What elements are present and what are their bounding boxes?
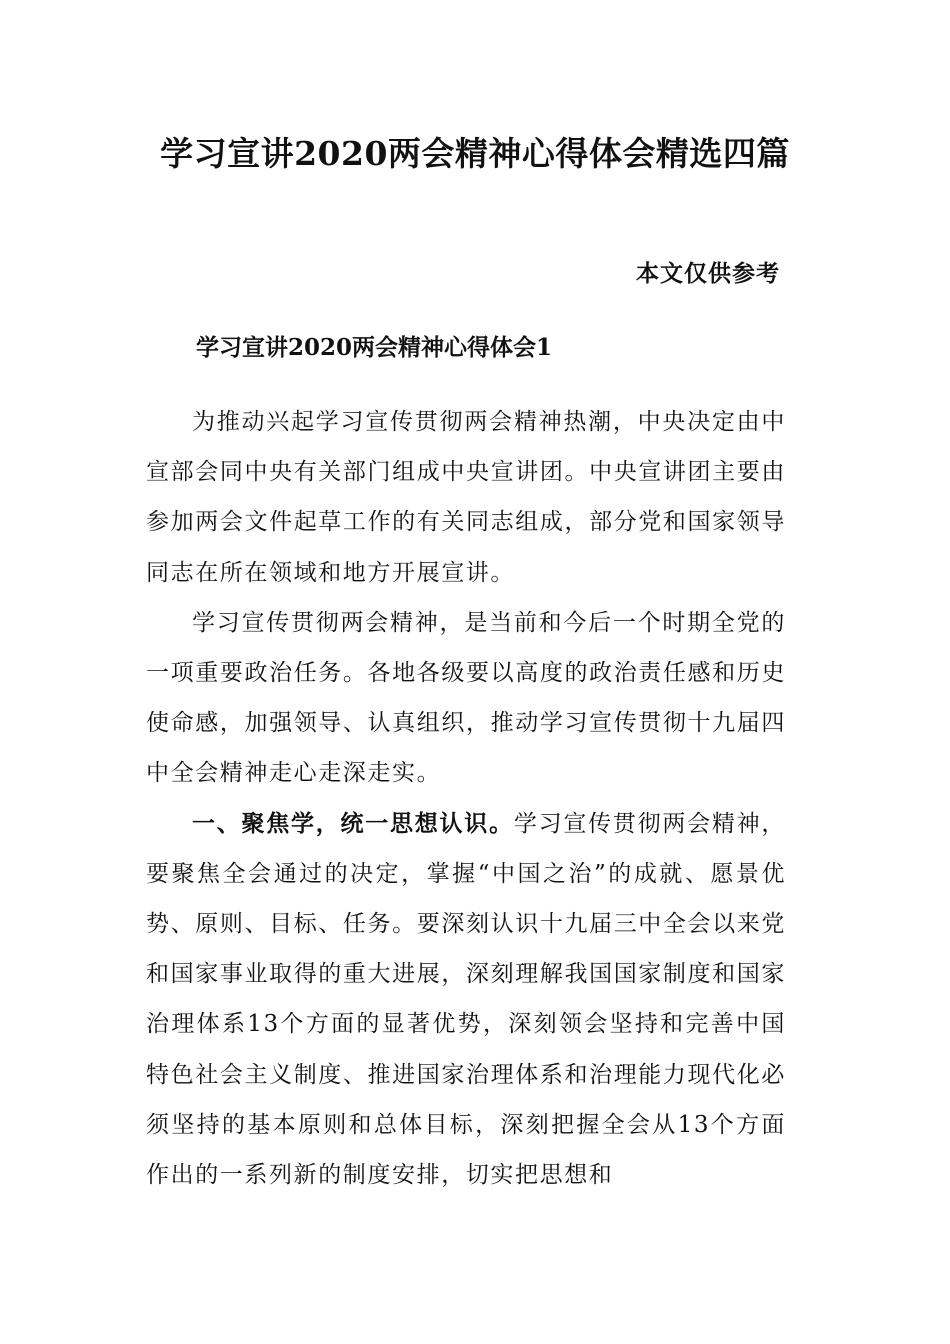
paragraph-2 bbox=[146, 598, 786, 799]
paragraph-1 bbox=[146, 397, 786, 598]
document-title: 学习宣讲2020两会精神心得体会精选四篇 bbox=[160, 134, 790, 173]
reference-note: 本文仅供参考 bbox=[636, 260, 780, 287]
paragraph-3-text: 学习宣传贯彻两会精神，要聚焦全会通过的决定，掌握“中国之治”的成就、愿景优势、原则、目标、任务。要深刻认识十九届三中全会以来党和国家事业取得的重大进展，深刻理解我国国家制度和国家治理体系13个方面的显著优势，深刻领会坚持和完善中国特色社会主义制度、推进国家治理体系和治理能力现代化必须坚持的基本原则和总体目标，深刻把握全会从13个方面作出的一系列新的制度安排，切实把思想和 bbox=[146, 810, 786, 1189]
paragraph-1-text: 为推动兴起学习宣传贯彻两会精神热潮，中央决定由中宣部会同中央有关部门组成中央宣讲团。中央宣讲团主要由参加两会文件起草工作的有关同志组成，部分党和国家领导同志在所在领域和地方开展宣讲。 bbox=[146, 409, 786, 586]
paragraph-3-lead: 一、聚焦学，统一思想认识。 bbox=[192, 809, 514, 837]
section-title: 学习宣讲2020两会精神心得体会1 bbox=[196, 334, 553, 361]
paragraph-2-text: 学习宣传贯彻两会精神，是当前和今后一个时期全党的一项重要政治任务。各地各级要以高度的政治责任感和历史使命感，加强领导、认真组织，推动学习宣传贯彻十九届四中全会精神走心走深走实。 bbox=[146, 609, 786, 787]
paragraph-3 bbox=[146, 799, 786, 1201]
body-text bbox=[146, 397, 786, 1200]
